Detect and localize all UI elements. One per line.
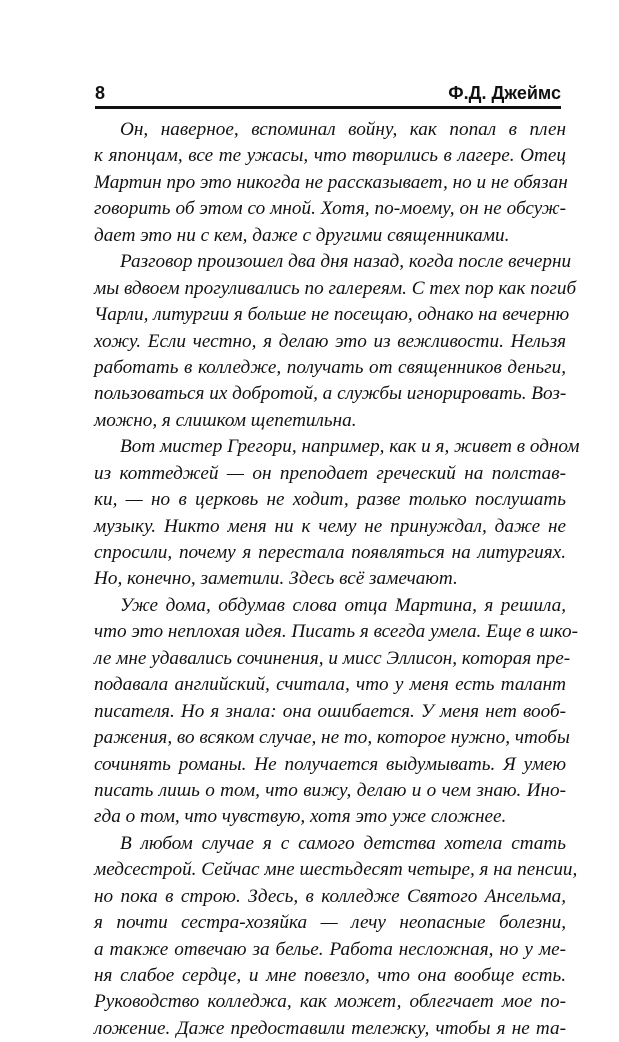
text-line: Но, конечно, заметили. Здесь всё замечают. (94, 568, 458, 590)
text-line: из коттеджей — он преподает греческий на полстав- (94, 462, 566, 484)
text-line: к японцам, все те ужасы, что творились в лагере. Отец (94, 145, 566, 167)
text-line: говорить об этом со мной. Хотя, по-моему, он не обсуж- (94, 198, 566, 220)
running-title-author: Ф.Д. Джеймс (448, 83, 561, 103)
text-line: Он, наверное, вспоминал войну, как попал в плен (120, 119, 566, 140)
text-line: а также отвечаю за белье. Работа несложная, но у ме- (94, 938, 566, 960)
text-line: ле мне удавались сочинения, и мисс Эллисон, которая пре- (94, 647, 571, 669)
text-line: Чарли, литургии я больше не посещаю, однако на вечерню (94, 304, 570, 326)
text-line: Мартин про это никогда не рассказывает, но и не обязан (94, 171, 568, 193)
body-text (94, 117, 580, 1042)
text-line: сочинять романы. Не получается выдумывать. Я умею (94, 753, 566, 775)
text-line: Вот мистер Грегори, например, как и я, живет в одном (120, 436, 580, 458)
text-line: писать лишь о том, что вижу, делаю и о чем знаю. Ино- (94, 779, 566, 801)
text-line: ки, — но в церковь не ходит, разве только послушать (94, 489, 566, 511)
text-line: ражения, во всяком случае, не то, которое нужно, чтобы (94, 727, 570, 749)
text-line: что это неплохая идея. Писать я всегда умела. Еще в шко- (94, 621, 578, 643)
page-number: 8 (95, 83, 106, 103)
text-line: Руководство колледжа, как может, облегчает мое по- (94, 991, 566, 1013)
text-line: хожу. Если честно, я делаю это из вежливости. Нельзя (94, 330, 566, 352)
text-line: медсестрой. Сейчас мне шестьдесят четыре, я на пенсии, (94, 859, 578, 881)
text-line: работать в колледже, получать от священников деньги, (94, 356, 566, 378)
header-rule (95, 106, 561, 109)
text-line: ложение. Даже предоставили тележку, чтобы я не та- (94, 1017, 566, 1039)
text-line: подавала английский, считала, что у меня есть талант (94, 674, 566, 696)
text-line: ня слабое сердце, и мне повезло, что она вообще есть. (94, 965, 566, 986)
text-line: можно, я слишком щепетильна. (94, 409, 357, 431)
text-line: Разговор произошел два дня назад, когда после вечерни (120, 251, 572, 273)
text-line: я почти сестра-хозяйка — лечу неопасные болезни, (94, 912, 566, 934)
running-header (95, 74, 561, 104)
text-line: писателя. Но я знала: она ошибается. У меня нет вооб- (94, 700, 566, 722)
text-line: пользоваться их добротой, а службы игнорировать. Воз- (94, 383, 567, 405)
text-line: В любом случае я с самого детства хотела стать (120, 832, 566, 854)
text-line: спросили, почему я перестала появляться на литургиях. (94, 542, 566, 563)
text-line: но пока в строю. Здесь, в колледже Святого Ансельма, (94, 885, 566, 907)
text-line: гда о том, что чувствую, хотя это уже сложнее. (94, 806, 507, 828)
text-line: Уже дома, обдумав слова отца Мартина, я решила, (120, 594, 566, 616)
text-line: мы вдвоем прогуливались по галереям. С тех пор как погиб (94, 277, 577, 299)
text-line: музыку. Никто меня ни к чему не принуждал, даже не (94, 515, 566, 537)
text-line: дает это ни с кем, даже с другими священниками. (94, 224, 510, 246)
